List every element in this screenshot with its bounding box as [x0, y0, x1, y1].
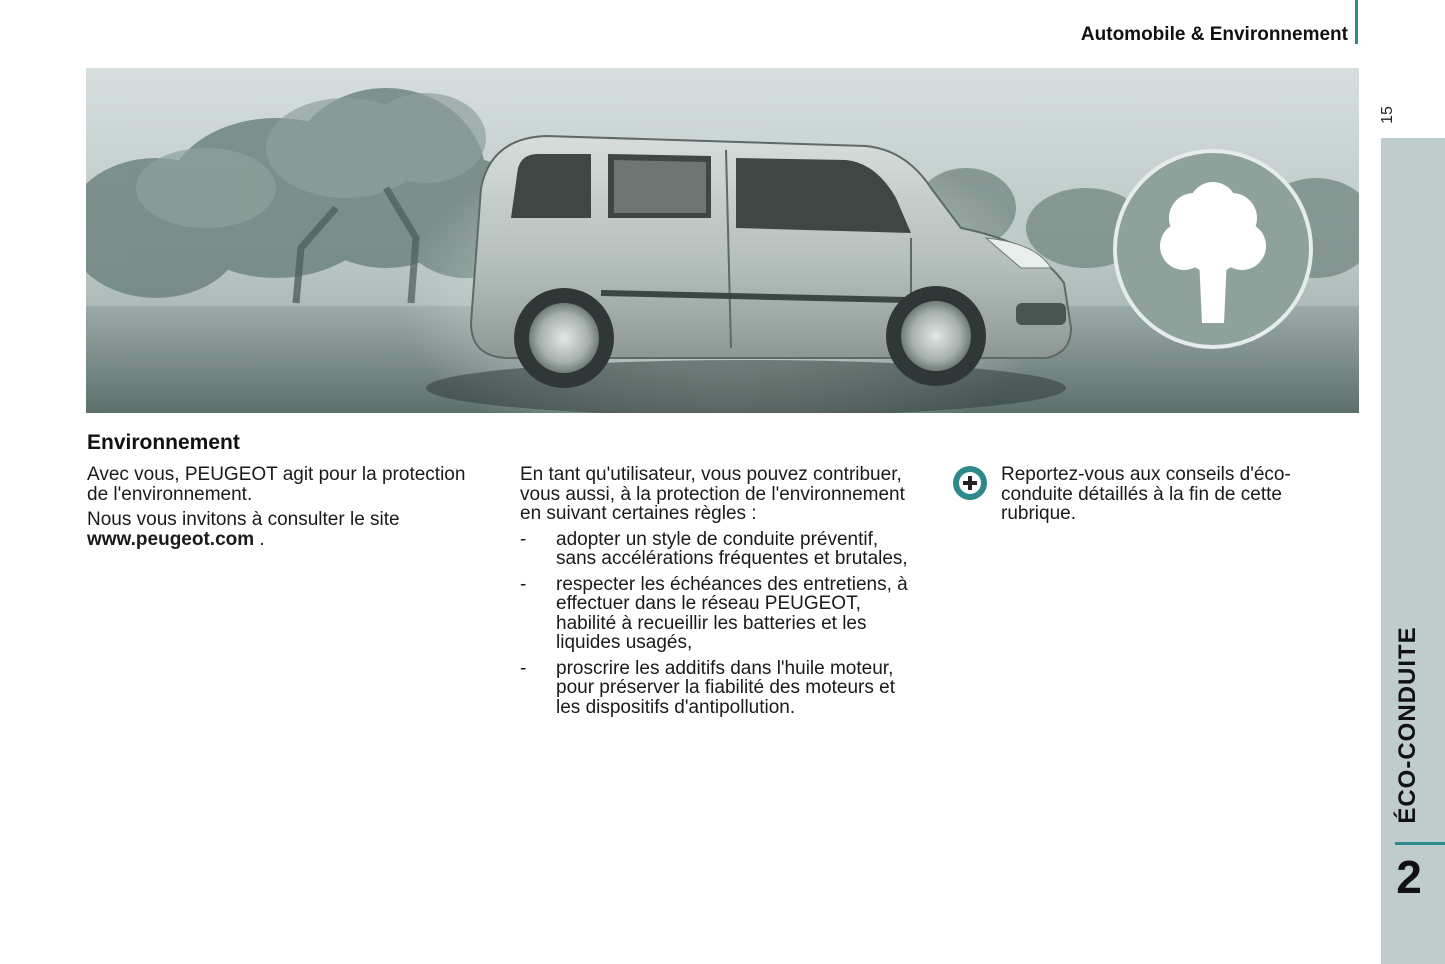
page-number: 15 — [1379, 106, 1396, 124]
website-paragraph — [87, 510, 487, 549]
list-item — [520, 530, 922, 569]
list-item — [520, 575, 922, 653]
running-header-title: Automobile & Environnement — [1080, 24, 1348, 45]
hero-illustration — [86, 68, 1359, 413]
chapter-accent-rule — [1395, 842, 1445, 845]
list-dash: - — [520, 657, 527, 679]
intro-paragraph: Avec vous, PEUGEOT agit pour la protection de l'environnement. — [87, 464, 466, 505]
rules-column — [520, 465, 922, 723]
rules-intro: En tant qu'utilisateur, vous pouvez contribuer, vous aussi, à la protection de l'environnement en suivant certaines règles : — [520, 464, 905, 524]
chapter-title: ÉCO-CONDUITE — [1394, 626, 1421, 824]
list-item-text: proscrire les additifs dans l'huile moteur, pour préserver la fiabilité des moteurs et les dispositifs d'antipollution. — [556, 657, 895, 718]
tip-text: Reportez-vous aux conseils d'éco-conduite détaillés à la fin de cette rubrique. — [1001, 464, 1291, 524]
list-dash: - — [520, 573, 527, 595]
header-accent-rule — [1355, 0, 1358, 44]
list-item — [520, 659, 922, 718]
tip-column — [1001, 465, 1361, 530]
section-title: Environnement — [87, 431, 240, 454]
website-suffix: . — [254, 528, 265, 550]
list-item-text: adopter un style de conduite préventif, sans accélérations fréquentes et brutales, — [556, 528, 908, 569]
list-dash: - — [520, 528, 527, 550]
website-prefix: Nous vous invitons à consulter le site — [87, 509, 400, 530]
website-link[interactable]: www.peugeot.com — [87, 528, 255, 550]
chapter-number: 2 — [1396, 851, 1422, 903]
intro-column — [87, 465, 487, 555]
chapter-side-tab — [1381, 138, 1445, 964]
plus-circle-icon — [952, 465, 988, 501]
rules-list — [520, 530, 922, 718]
list-item-text: respecter les échéances des entretiens, à effectuer dans le réseau PEUGEOT, habilité à recueillir les batteries et les liquides usagés, — [556, 573, 908, 653]
tree-icon — [1115, 151, 1311, 347]
